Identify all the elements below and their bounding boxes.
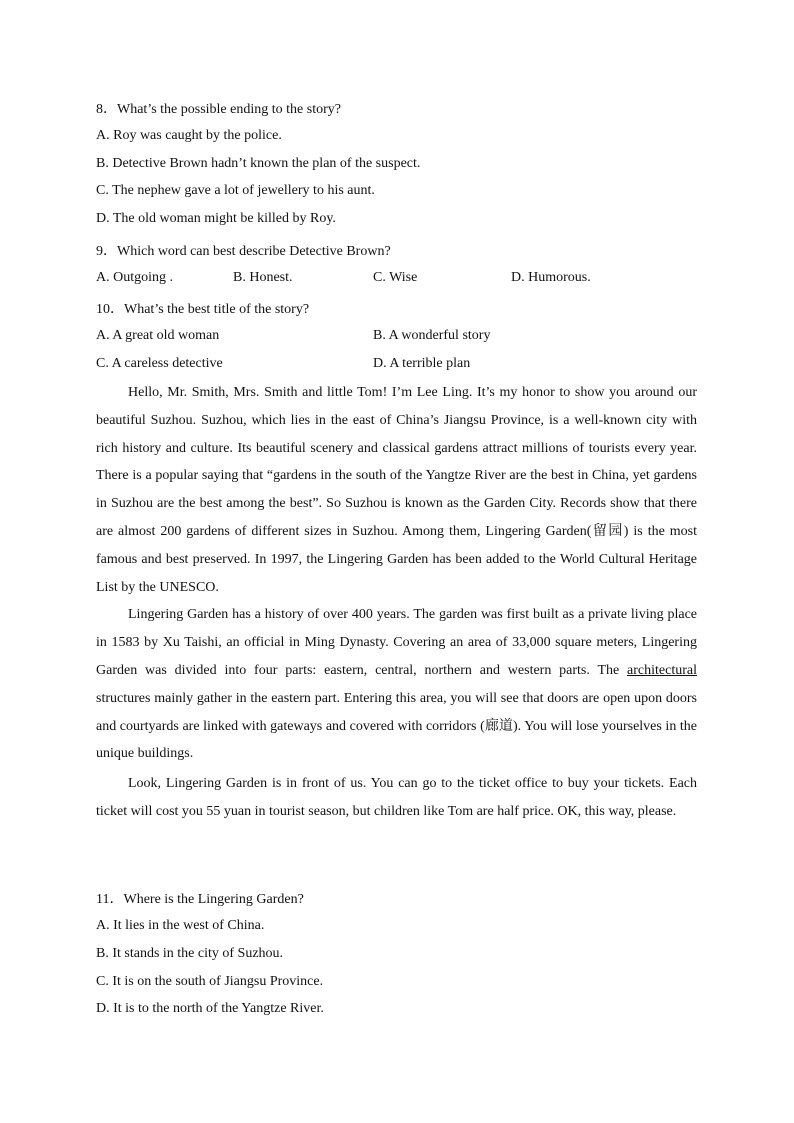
question-11-option-c: C. It is on the south of Jiangsu Province.	[96, 974, 324, 989]
passage-paragraph-1: Hello, Mr. Smith, Mrs. Smith and little Tom! I’m Lee Ling. It’s my honor to show you around our beautiful Suzhou. Suzhou, which lies in the east of China’s Jiangsu Province, is a well-known city with rich history and culture. Its beautiful scenery and classical gardens attract millions of tourists every year. There is a popular saying that “gardens in the south of the Yangtze River are the best in China, yet gardens in Suzhou are the best among the best”. So Suzhou is known as the Garden City. Records show that there are almost 200 gardens of different sizes in Suzhou. Among them, Lingering Garden(留园) is the most famous and best preserved. In 1997, the Lingering Garden has been added to the World Cultural Heritage List by the UNESCO.	[96, 385, 697, 595]
question-11-option-a: A. It lies in the west of China.	[96, 918, 265, 933]
question-9-option-a: A. Outgoing .	[96, 270, 173, 285]
passage-paragraph-2-part-a: Lingering Garden has a history of over 400 years. The garden was first built as a private living place in 1583 by Xu Taishi, an official in Ming Dynasty. Covering an area of 33,000 square meters, Lingering Garden was divided into four parts: eastern, central, northern and western parts. The	[96, 607, 697, 678]
passage-paragraph-2-part-b: structures mainly gather in the eastern part. Entering this area, you will see that doors are open upon doors and courtyards are linked with gateways and covered with corridors (廊道). You will lose yourselves in the unique buildings.	[96, 690, 697, 762]
question-10-option-b: B. A wonderful story	[373, 328, 491, 343]
underlined-word: architectural	[627, 662, 697, 678]
question-10-option-a: A. A great old woman	[96, 328, 220, 343]
question-10-option-c: C. A careless detective	[96, 356, 223, 371]
question-9-option-b: B. Honest.	[233, 270, 293, 285]
question-8-option-d: D. The old woman might be killed by Roy.	[96, 211, 336, 226]
question-8-option-b: B. Detective Brown hadn’t known the plan of the suspect.	[96, 156, 421, 171]
passage-paragraph-2	[96, 601, 697, 768]
question-8-option-a: A. Roy was caught by the police.	[96, 128, 282, 143]
question-9-option-d: D. Humorous.	[511, 270, 591, 285]
passage-paragraph-3: Look, Lingering Garden is in front of us. You can go to the ticket office to buy your tickets. Each ticket will cost you 55 yuan in tourist season, but children like Tom are half price. OK, this way, please.	[96, 776, 697, 819]
question-11-stem: 11．Where is the Lingering Garden?	[96, 892, 304, 907]
question-10-stem: 10．What’s the best title of the story?	[96, 302, 310, 317]
question-11-option-b: B. It stands in the city of Suzhou.	[96, 946, 284, 961]
question-8-stem: 8．What’s the possible ending to the story?	[96, 102, 341, 117]
question-9-stem: 9．Which word can best describe Detective Brown?	[96, 244, 391, 259]
question-8-option-c: C. The nephew gave a lot of jewellery to his aunt.	[96, 183, 375, 198]
question-9-option-c: C. Wise	[373, 270, 418, 285]
question-11-option-d: D. It is to the north of the Yangtze River.	[96, 1001, 324, 1016]
question-10-option-d: D. A terrible plan	[373, 356, 471, 371]
reading-passage	[96, 379, 697, 826]
